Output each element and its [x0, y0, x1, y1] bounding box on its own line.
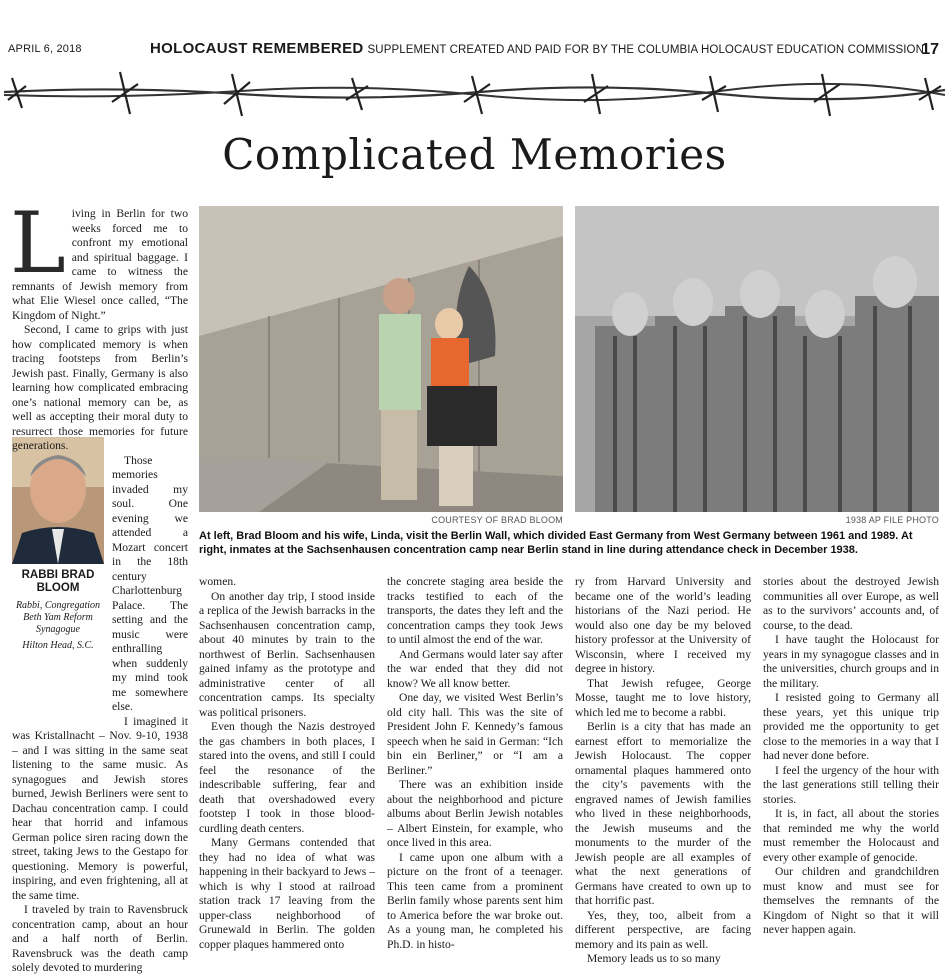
article-column-3: [387, 575, 563, 952]
article-paragraph: It is, in fact, all about the stories that reminded me why the world must remember the Holocaust and every other example of genocide.: [763, 807, 939, 864]
article-paragraph: One day, we visited West Berlin’s old city hall. This was the site of President John F. Kennedy’s famous speech when he said in German: “Ich bin ein Berliner,” or “I am a Berliner.”: [387, 691, 563, 777]
photo-caption: At left, Brad Bloom and his wife, Linda, visit the Berlin Wall, which divided East Germany from West Germany between 1961 and 1989. At right, inmates at the Sachsenhausen concentration camp near Berlin stand in line during attendance check in December 1938.: [199, 530, 913, 556]
article-paragraph: Berlin is a city that has made an earnest effort to memorialize the Jewish Holocaust. The copper ornamental plaques hammered onto the city’s pavements with the engraved names of Jewish families who lived in these neighborhoods, the Jewish museums and the monuments to the murder of the Jewish people are all examples of what the next generations of Germans have created to own up to that horrific past.: [575, 720, 751, 907]
article-paragraph: I came upon one album with a picture on the front of a teenager. This teen came from a prominent Berlin family whose parents sent him to America before the war broke out. As a young man, he completed his Ph.D. in histo-: [387, 850, 563, 951]
article-paragraph: And Germans would later say after the war ended that they did not know? We all know better.: [387, 647, 563, 690]
page-title: Complicated Memories: [222, 130, 727, 179]
article-paragraph: I imagined it was Kristallnacht – Nov. 9-10, 1938 – and I was sitting in the same seat listening to the same music. As synagogues and Jewish stores burned, Jewish Berliners were sent to Dachau concentration camp. I could hear that horrid and infamous German police siren racing down the street, taking Jews to the Gestapo for questioning. Memory is powerful, inspiring, and even frightening, all at the same time.: [12, 714, 188, 902]
page-number: 17: [921, 41, 939, 58]
author-name-line1: RABBI BRAD: [21, 569, 95, 581]
article-column-2: [199, 575, 375, 952]
article-paragraph: Those memories invaded my soul. One evening we attended a Mozart concert in the 18th century Charlottenburg Palace. The setting and the music were enthralling when suddenly my mind took me somewhere else.: [112, 453, 188, 713]
article-paragraph: Yes, they, too, albeit from a different perspective, are facing memory and its pain as well.: [575, 908, 751, 951]
barbed-wire-divider: [0, 64, 949, 124]
article-paragraph: I feel the urgency of the hour with the last generations still telling their stories.: [763, 763, 939, 806]
author-title: Rabbi, Congregation Beth Yam Reform Synagogue: [15, 600, 101, 635]
article-paragraph: stories about the destroyed Jewish communities all over Europe, as well as to the survivors’ accounts and, of course, to the dead.: [763, 575, 939, 632]
article-paragraph: On another day trip, I stood inside a replica of the Jewish barracks in the Sachsenhausen concentration camp, about 40 minutes by train to the northwest of Berlin. Sachsenhausen gained infamy as the prototype and administrative center of all concentration camps. Its specialty was political prisoners.: [199, 589, 375, 719]
article-column-4: [575, 575, 751, 967]
article-paragraph: I traveled by train to Ravensbruck concentration camp, about an hour and a half north of Berlin. Ravensbruck was the death camp solely devoted to murdering: [12, 903, 188, 974]
sachsenhausen-photo: [575, 206, 939, 512]
article-column-1: [10, 194, 188, 976]
article-paragraph: ry from Harvard University and became one of the world’s leading historians of the Nazi period. He would also one day be my beloved history professor at the University of Wisconsin, where I received my degree in history.: [575, 575, 751, 675]
section-title: HOLOCAUST REMEMBERED: [150, 40, 364, 57]
berlin-wall-photo: [199, 206, 563, 512]
author-location: Hilton Head, S.C.: [22, 640, 94, 651]
section-header: [150, 40, 924, 57]
article-paragraph: Many Germans contended that they had no idea of what was happening in their backyard to Jews – which is why I stood at railroad station track 17 leaving from the upper-class neighborhood of Grunewald in Berlin. The golden copper plaques hammered onto: [199, 836, 375, 951]
article-paragraph: I resisted going to Germany all these years, yet this unique trip provided me the opportunity to get close to the memories in a way that I had never done before.: [763, 691, 939, 762]
article-paragraph: Our children and grandchildren must know and must see for themselves the remnants of the Kingdom of Night so that it will never happen again.: [763, 865, 939, 936]
article-paragraph: the concrete staging area beside the tracks testified to each of the transports, the dates they left and the concentration camps they took Jews to until almost the end of the war.: [387, 575, 563, 646]
left-photo-credit: COURTESY OF BRAD BLOOM: [431, 515, 563, 525]
section-subtitle: SUPPLEMENT CREATED AND PAID FOR BY THE COLUMBIA HOLOCAUST EDUCATION COMMISSION: [367, 44, 925, 56]
right-photo-credit: 1938 AP FILE PHOTO: [845, 515, 939, 525]
article-paragraph: women.: [199, 575, 237, 588]
article-paragraph: I have taught the Holocaust for years in my synagogue classes and in the universities, church groups and in the military.: [763, 633, 939, 690]
article-paragraph: Living in Berlin for two weeks forced me to confront my emotional and spiritual baggage. I came to witness the remnants of Jewish memory from what Elie Wiesel once called, “The Kingdom of Night.”: [10, 194, 188, 322]
article-column-5: [763, 575, 939, 938]
article-paragraph: That Jewish refugee, George Mosse, taught me to love history, which led me to become a rabbi.: [575, 676, 751, 719]
article-paragraph: There was an exhibition inside about the neighborhood and picture albums about Berlin Jewish notables – Albert Einstein, for example, who once lived in this area.: [387, 778, 563, 849]
article-paragraph: Even though the Nazis destroyed the gas chambers in both places, I stared into the ovens, and still I could feel the resonance of the indescribable suffering, fear and death that overshadowed every footstep I took in those blood-curdling death centers.: [199, 720, 375, 835]
issue-date: APRIL 6, 2018: [8, 43, 82, 55]
author-box-spacer: [12, 454, 112, 716]
article-paragraph: Second, I came to grips with just how complicated memory is when tracing footsteps from Berlin’s Jewish past. Finally, Germany is also learning how complicated embracing one’s national memory can be, as well as accepting their moral duty to resurrect those memories for future generations.: [12, 323, 188, 452]
article-paragraph: Memory leads us to so many: [587, 952, 721, 965]
drop-cap: L: [10, 194, 66, 292]
author-name-line2: BLOOM: [36, 582, 80, 594]
